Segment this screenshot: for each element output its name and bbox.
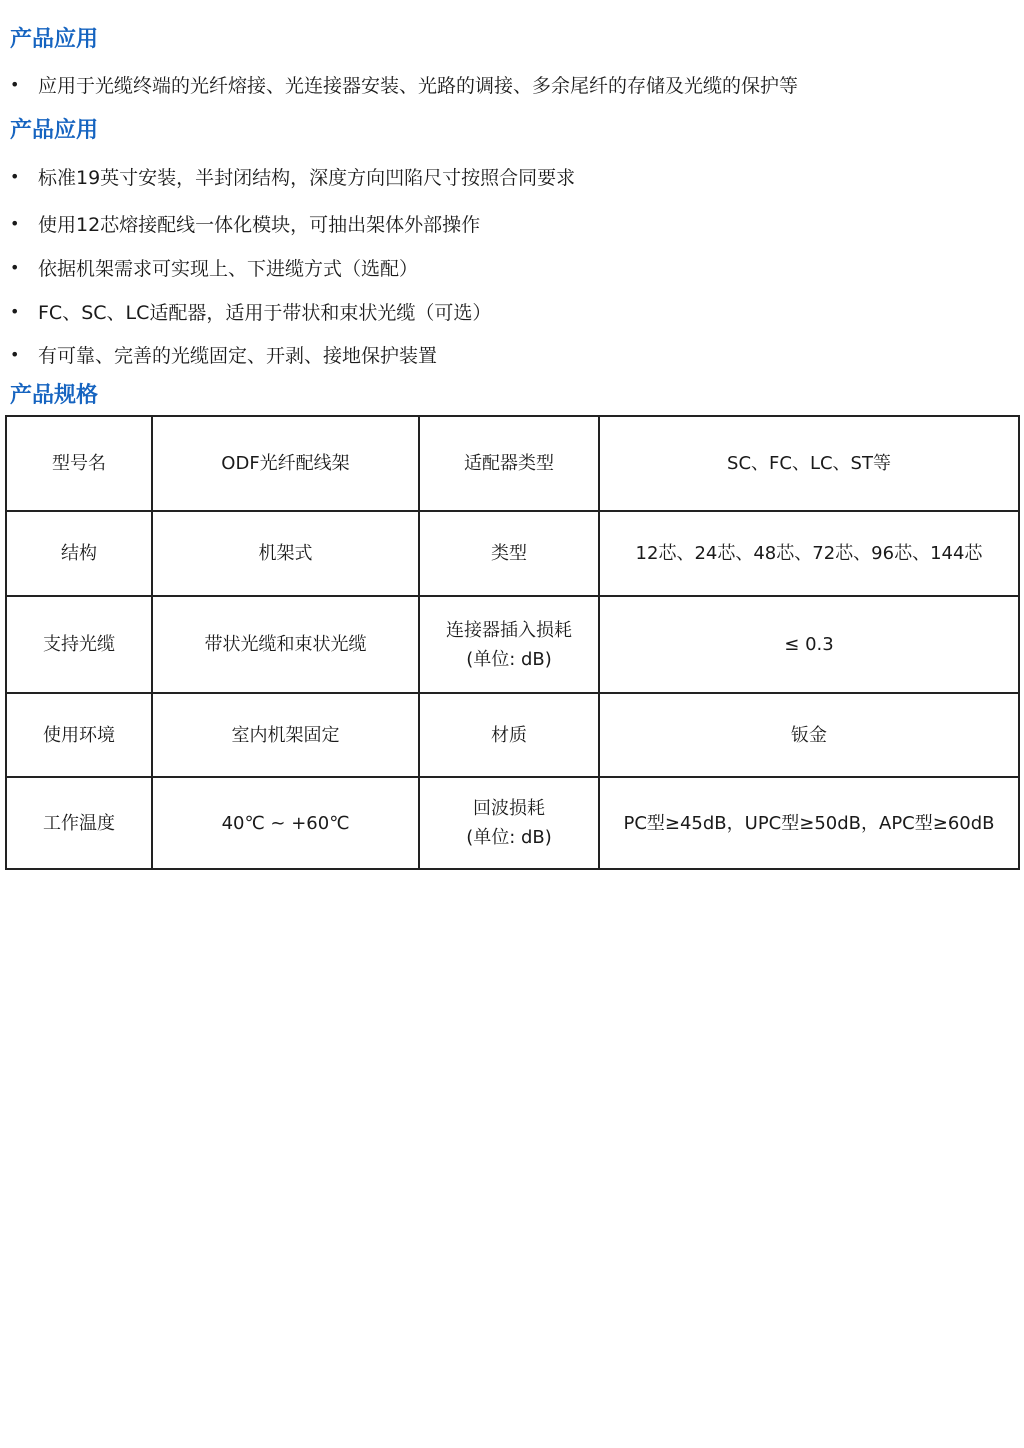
section-heading-specs: 产品规格 [10, 383, 99, 408]
bullet-text: FC、SC、LC适配器，适用于带状和束状光缆（可选） [38, 301, 492, 324]
spec-label-line: 材质 [491, 724, 527, 746]
bullet-text: 标准19英寸安装，半封闭结构，深度方向凹陷尺寸按照合同要求 [38, 166, 576, 189]
spec-label: 结构 [6, 511, 152, 596]
table-row [6, 416, 1019, 511]
spec-value: 机架式 [152, 511, 419, 596]
spec-label: 工作温度 [6, 777, 152, 869]
spec-table [5, 415, 1020, 870]
feature-bullet [10, 252, 418, 282]
bullet-dot-icon: • [10, 257, 20, 277]
spec-value: 室内机架固定 [152, 693, 419, 777]
spec-label [419, 416, 599, 511]
bullet-dot-icon: • [10, 74, 20, 94]
spec-label: 型号名 [6, 416, 152, 511]
bullet-text: 依据机架需求可实现上、下进缆方式（选配） [38, 257, 419, 280]
spec-label-line: 回波损耗 [473, 798, 545, 819]
table-row [6, 511, 1019, 596]
spec-label: 使用环境 [6, 693, 152, 777]
spec-label-line: 连接器插入损耗 [446, 619, 572, 641]
table-row [6, 777, 1019, 869]
spec-value: PC型≥45dB，UPC型≥50dB，APC型≥60dB [599, 777, 1019, 869]
section-heading-application: 产品应用 [10, 27, 99, 52]
bullet-dot-icon: • [10, 213, 20, 233]
spec-label-unit: (单位: dB) [466, 648, 552, 670]
spec-value: SC、FC、LC、ST等 [599, 416, 1019, 511]
spec-value: 40℃ ~ +60℃ [152, 777, 419, 869]
spec-label-unit: (单位: dB) [466, 827, 552, 848]
feature-bullet [10, 296, 491, 326]
bullet-dot-icon: • [10, 166, 20, 186]
spec-label-line: 类型 [491, 543, 527, 564]
spec-value: 12芯、24芯、48芯、72芯、96芯、144芯 [599, 511, 1019, 596]
spec-label-line: 适配器类型 [464, 453, 554, 474]
feature-bullet [10, 161, 575, 191]
spec-value: 带状光缆和束状光缆 [152, 596, 419, 693]
bullet-text: 有可靠、完善的光缆固定、开剥、接地保护装置 [38, 344, 438, 367]
spec-value: ODF光纤配线架 [152, 416, 419, 511]
table-row [6, 596, 1019, 693]
bullet-text: 应用于光缆终端的光纤熔接、光连接器安装、光路的调接、多余尾纤的存储及光缆的保护等 [38, 74, 799, 97]
feature-bullet [10, 339, 437, 369]
bullet-dot-icon: • [10, 344, 20, 364]
feature-bullet [10, 208, 480, 238]
spec-value: ≤ 0.3 [599, 596, 1019, 693]
spec-label: 支持光缆 [6, 596, 152, 693]
spec-value: 钣金 [599, 693, 1019, 777]
bullet-text: 使用12芯熔接配线一体化模块，可抽出架体外部操作 [38, 213, 481, 236]
spec-label [419, 693, 599, 777]
spec-label [419, 596, 599, 693]
spec-label [419, 511, 599, 596]
spec-label [419, 777, 599, 869]
bullet-dot-icon: • [10, 301, 20, 321]
table-row [6, 693, 1019, 777]
application-bullet [10, 69, 798, 99]
section-heading-features: 产品应用 [10, 118, 99, 143]
